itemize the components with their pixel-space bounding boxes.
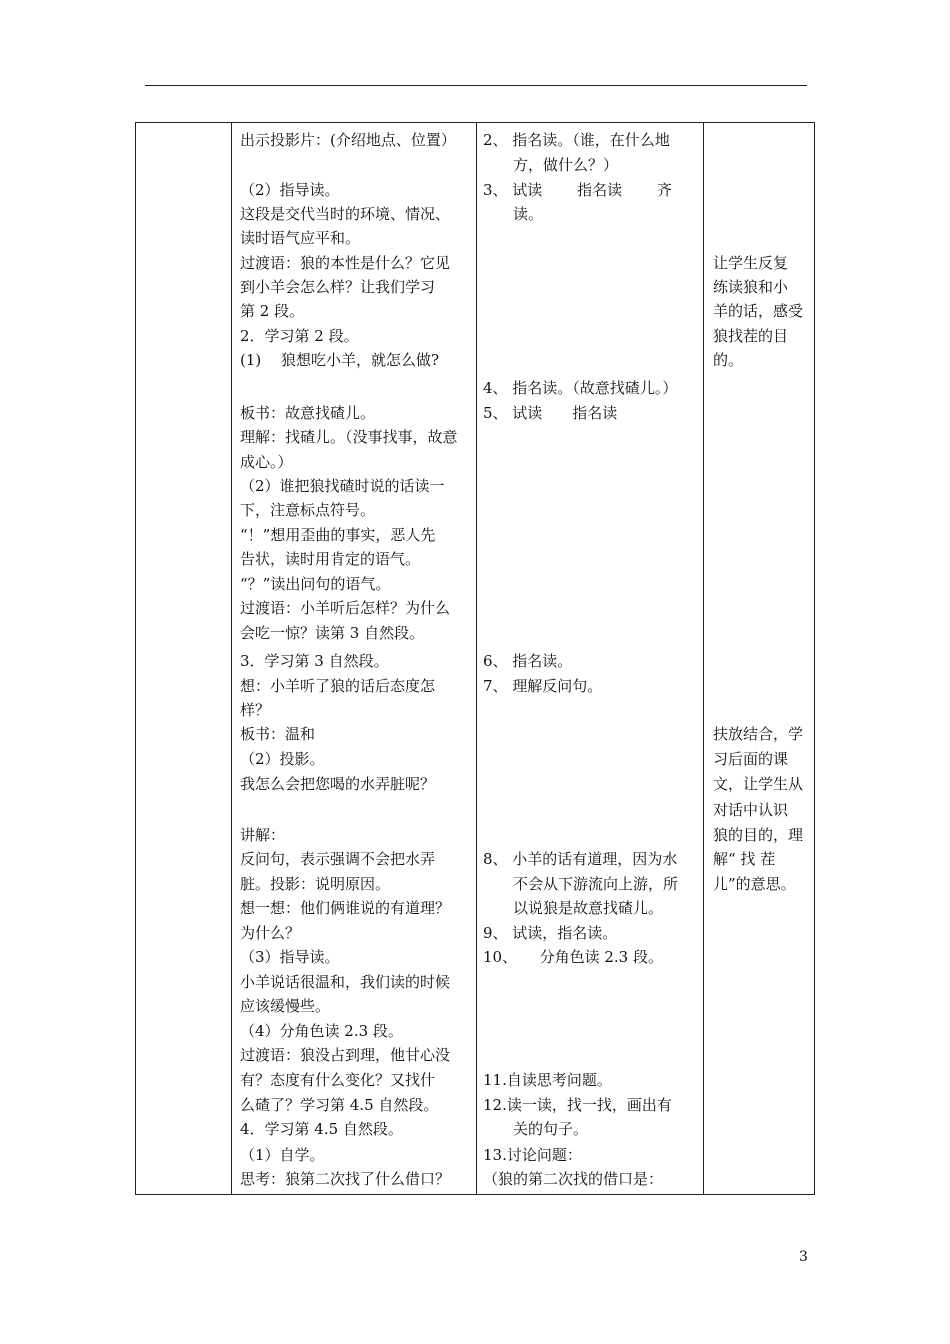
teaching-process-line: 讲解： [240,826,286,844]
teaching-process-line: （2）谁把狼找碴时说的话读一 [240,477,445,495]
teaching-process-line: 小羊说话很温和，我们读的时候 [240,973,451,991]
teaching-process-line: 想：小羊听了狼的话后态度怎 [240,677,436,695]
teaching-process-line: 会吃一惊？读第 3 自然段。 [240,624,425,642]
teaching-process-line: 过渡语：小羊听后怎样？为什么 [240,599,451,617]
teaching-process-line: 告状，读时用肯定的语气。 [240,550,421,568]
teaching-process-line: 3．学习第 3 自然段。 [240,652,389,670]
student-activity-line: 4、 指名读。（故意找碴儿。） [483,379,678,397]
student-activity-line: 11.自读思考问题。 [483,1071,612,1089]
teaching-process-line: 想一想：他们俩谁说的有道理？ [240,899,451,917]
teaching-process-line: 出示投影片：(介绍地点、位置） [240,131,456,149]
student-activity-line: 8、 小羊的话有道理，因为水 [483,850,678,868]
design-note-line: 让学生反复 [713,254,789,272]
teaching-process-line: （2）投影。 [240,750,325,768]
teaching-process-line: 过渡语：狼没占到理，他甘心没 [240,1046,451,1064]
teaching-process-line: （1）自学。 [240,1146,325,1164]
design-note-line: 扶放结合，学 [713,725,804,743]
teaching-process-line: 到小羊会怎么样？让我们学习 [240,278,436,296]
teaching-process-line: 思考：狼第二次找了什么借口？ [240,1170,451,1188]
student-activity-line: 3、 试读 指名读 齐 [483,181,672,199]
student-activity-line: 关的句子。 [513,1120,589,1138]
teaching-process-line: （3）指导读。 [240,948,340,966]
student-activity-line: 13.讨论问题： [483,1146,582,1164]
student-activity-line: 2、 指名读。（谁，在什么地 [483,131,670,149]
teaching-process-line: (1) 狼想吃小羊，就怎么做? [240,351,440,369]
design-note-line: 儿”的意思。 [713,875,796,893]
student-activity-line: 7、 理解反问句。 [483,677,603,695]
teaching-process-line: 读时语气应平和。 [240,229,361,247]
design-note-line: 练读狼和小 [713,278,789,296]
teaching-process-line: 这段是交代当时的环境、情况、 [240,205,451,223]
teaching-process-line: 有？态度有什么变化？又找什 [240,1071,436,1089]
teaching-process-line: 应该缓慢些。 [240,997,331,1015]
teaching-process-line: 脏。投影：说明原因。 [240,875,391,893]
student-activity-line: 9、 试读，指名读。 [483,924,618,942]
teaching-process-line: 下，注意标点符号。 [240,501,376,519]
student-activity-line: 方，做什么？） [513,156,619,174]
teaching-process-line: 过渡语：狼的本性是什么？它见 [240,254,451,272]
page-number: 3 [799,1249,808,1265]
blank-column-cell [136,123,232,1195]
student-activity-line: （狼的第二次找的借口是： [483,1170,664,1188]
design-note-line: 文，让学生从 [713,775,804,793]
teaching-process-line: （2）指导读。 [240,181,340,199]
student-activity-line: 6、 指名读。 [483,652,573,670]
design-note-line: 的。 [713,351,744,369]
teaching-process-line: 理解：找碴儿。（没事找事，故意 [240,428,458,446]
teaching-process-line: 为什么？ [240,924,301,942]
design-note-line: 羊的话，感受 [713,302,804,320]
teaching-process-line: “？”读出问句的语气。 [240,575,391,593]
teaching-process-line: 2．学习第 2 段。 [240,327,359,345]
teaching-process-line: 板书：温和 [240,725,316,743]
teaching-process-line: 板书：故意找碴儿。 [240,404,376,422]
design-note-line: 狼找茬的目 [713,327,789,345]
teaching-process-line: 我怎么会把您喝的水弄脏呢？ [240,775,436,793]
header-rule [145,85,807,86]
teaching-process-line: （4）分角色读 2.3 段。 [240,1022,403,1040]
student-activity-line: 不会从下游流向上游，所 [513,875,679,893]
design-note-line: 习后面的课 [713,750,789,768]
student-activity-line: 12.读一读，找一找，画出有 [483,1096,672,1114]
teaching-process-line: “！”想用歪曲的事实，恶人先 [240,526,436,544]
teaching-process-line: 4．学习第 4.5 自然段。 [240,1120,403,1138]
student-activity-line: 以说狼是故意找碴儿。 [513,899,664,917]
teaching-process-line: 么碴了？学习第 4.5 自然段。 [240,1096,439,1114]
student-activity-line: 5、 试读 指名读 [483,404,618,422]
student-activity-line: 读。 [513,205,544,223]
teaching-process-line: 样？ [240,701,271,719]
teaching-process-line: 成心。） [240,453,293,471]
teaching-process-line: 反问句，表示强调不会把水弄 [240,850,436,868]
teaching-process-line: 第 2 段。 [240,302,305,320]
student-activity-line: 10、 分角色读 2.3 段。 [483,948,663,966]
design-note-line: 狼的目的，理 [713,826,804,844]
design-note-line: 对话中认识 [713,801,789,819]
design-note-line: 解“ 找 茬 [713,850,776,868]
